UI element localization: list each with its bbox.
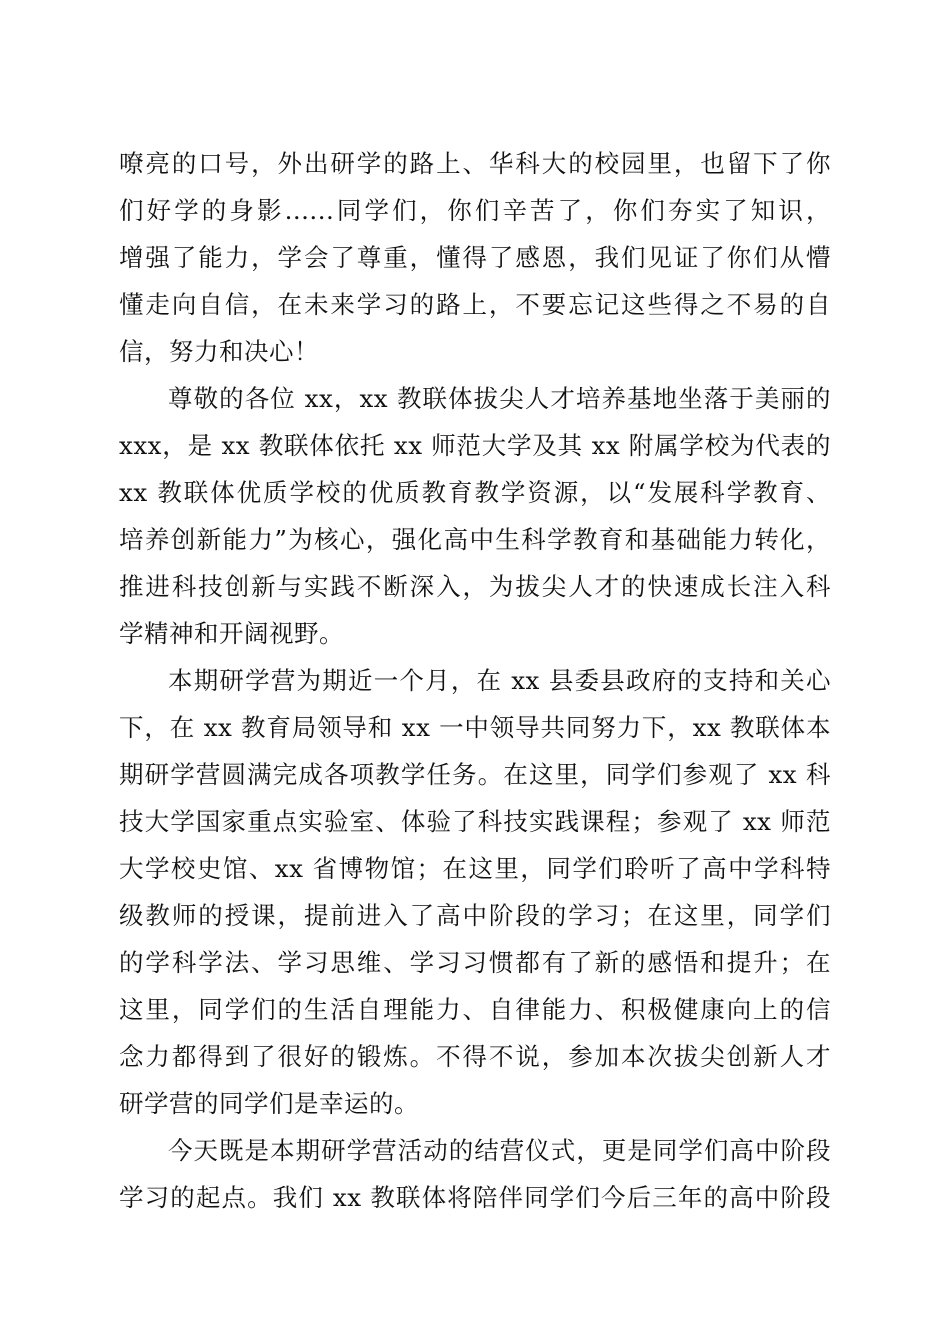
- text-line: 尊敬的各位 xx，xx 教联体拔尖人才培养基地坐落于美丽的: [168, 384, 831, 413]
- text-line: 研学营的同学们是幸运的。: [119, 1089, 419, 1118]
- paragraph-2: [119, 375, 831, 657]
- text-line: 本期研学营为期近一个月，在 xx 县委县政府的支持和关心: [168, 666, 831, 695]
- text-line: 学习的起点。我们 xx 教联体将陪伴同学们今后三年的高中阶段: [119, 1183, 831, 1212]
- paragraph-3: [119, 657, 831, 1127]
- body-text: [119, 140, 831, 1221]
- text-line: 学精神和开阔视野。: [119, 619, 344, 648]
- text-line: 期研学营圆满完成各项教学任务。在这里，同学们参观了 xx 科: [119, 760, 831, 789]
- text-line: 培养创新能力”为核心，强化高中生科学教育和基础能力转化，: [119, 525, 831, 554]
- text-line: 嘹亮的口号，外出研学的路上、华科大的校园里，也留下了你: [119, 149, 831, 178]
- text-line: 今天既是本期研学营活动的结营仪式，更是同学们高中阶段: [168, 1136, 831, 1165]
- paragraph-1: [119, 140, 831, 375]
- text-line: xx 教联体优质学校的优质教育教学资源，以“发展科学教育、: [119, 478, 831, 507]
- text-line: 们好学的身影......同学们，你们辛苦了，你们夯实了知识，: [119, 196, 831, 225]
- text-line: 念力都得到了很好的锻炼。不得不说，参加本次拔尖创新人才: [119, 1042, 831, 1071]
- text-line: 技大学国家重点实验室、体验了科技实践课程；参观了 xx 师范: [119, 807, 831, 836]
- text-line: 大学校史馆、xx 省博物馆；在这里，同学们聆听了高中学科特: [119, 854, 831, 883]
- text-line: 推进科技创新与实践不断深入，为拔尖人才的快速成长注入科: [119, 572, 831, 601]
- paragraph-4: [119, 1127, 831, 1221]
- text-line: 这里，同学们的生活自理能力、自律能力、积极健康向上的信: [119, 995, 831, 1024]
- text-line: 增强了能力，学会了尊重，懂得了感恩，我们见证了你们从懵: [119, 243, 831, 272]
- text-line: 懂走向自信，在未来学习的路上，不要忘记这些得之不易的自: [119, 290, 831, 319]
- text-line: 级教师的授课，提前进入了高中阶段的学习；在这里，同学们: [119, 901, 831, 930]
- text-line: 下，在 xx 教育局领导和 xx 一中领导共同努力下，xx 教联体本: [119, 713, 831, 742]
- text-line: 的学科学法、学习思维、学习习惯都有了新的感悟和提升；在: [119, 948, 831, 977]
- text-line: 信，努力和决心！: [119, 337, 319, 366]
- text-line: xxx，是 xx 教联体依托 xx 师范大学及其 xx 附属学校为代表的: [119, 431, 831, 460]
